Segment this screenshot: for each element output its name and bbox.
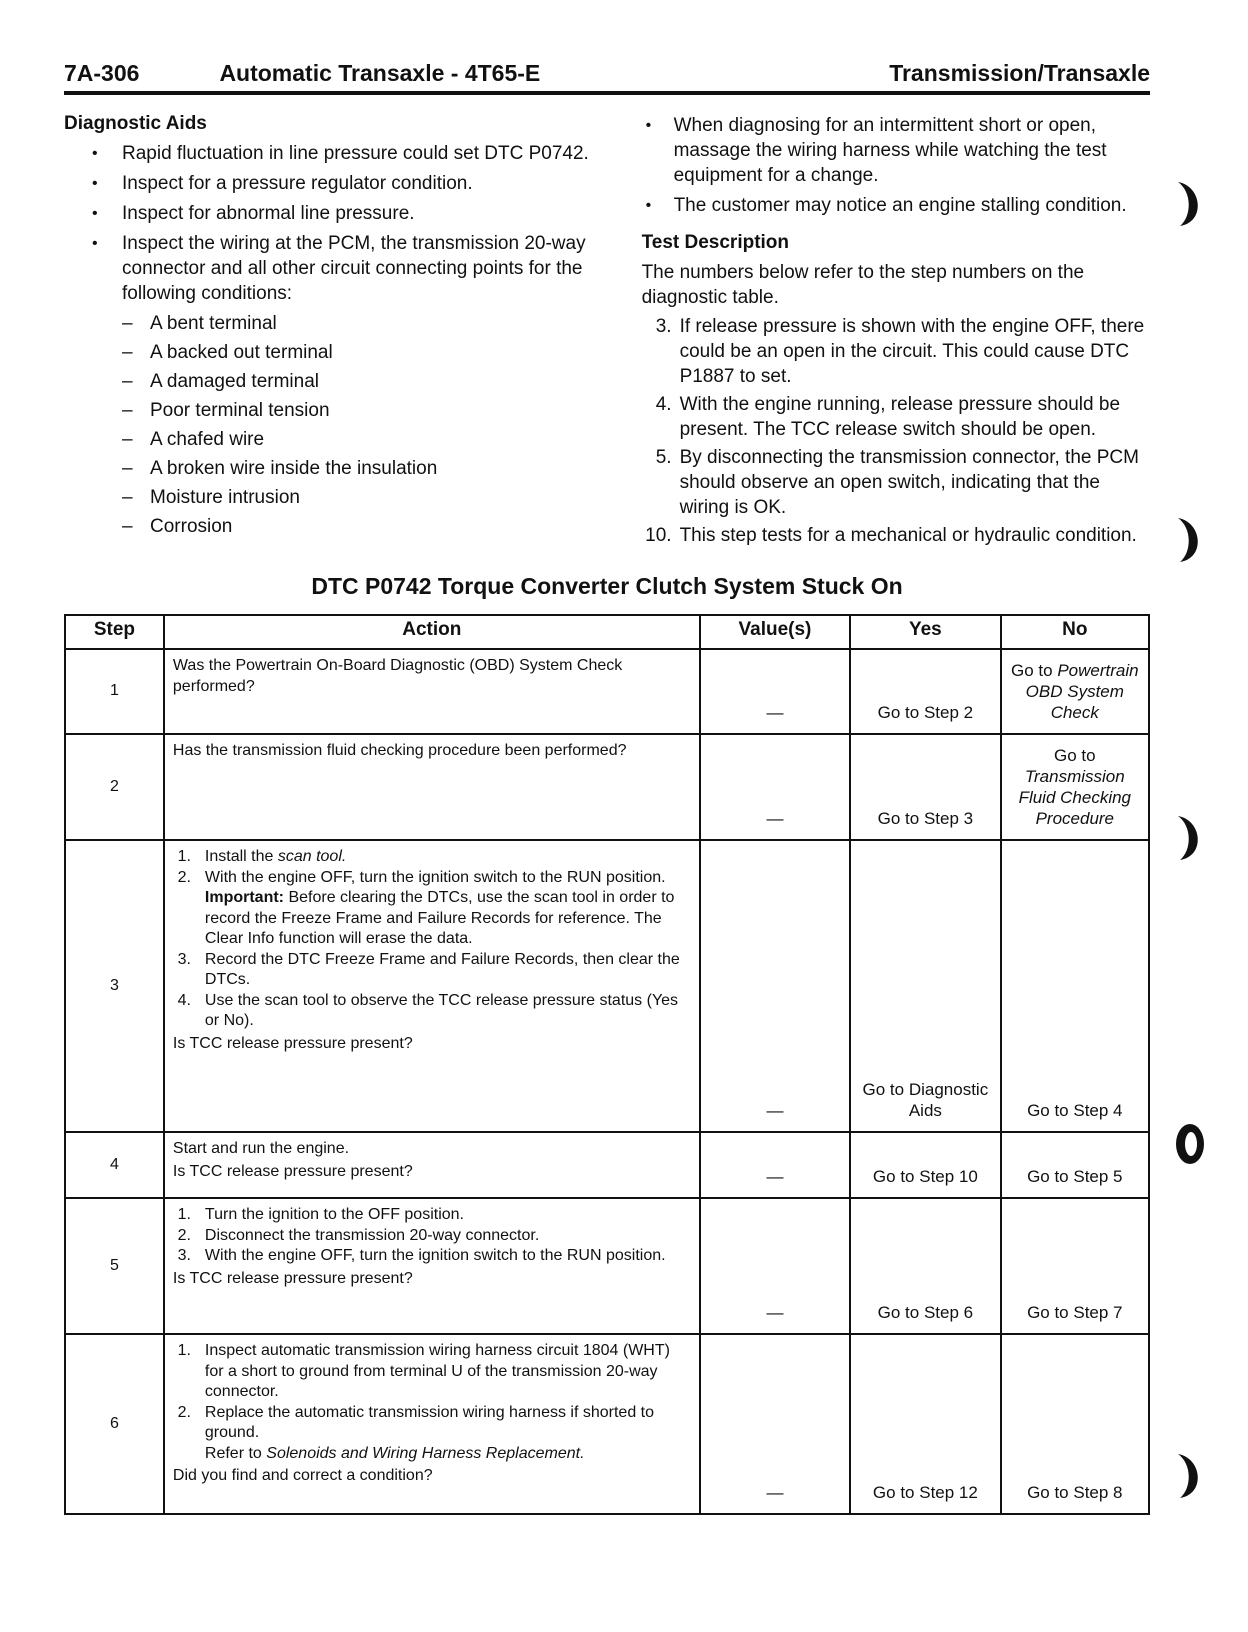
list-item: 1. Inspect automatic transmission wiring harness circuit 1804 (WHT) for a short to ground from terminal U of the transmission 20-way connector. bbox=[177, 1342, 670, 1400]
list-item: • The customer may notice an engine stalling condition. bbox=[642, 193, 1150, 218]
conditions-list bbox=[64, 311, 612, 539]
wiring-inspection-text: Inspect the wiring at the PCM, the transmission 20-way connector and all other circuit connecting points for the following conditions: bbox=[122, 233, 586, 304]
value-cell: — bbox=[700, 1132, 850, 1198]
value-cell: — bbox=[700, 1334, 850, 1514]
yes-cell: Go to Step 3 bbox=[850, 734, 1000, 840]
table-header-row bbox=[65, 615, 1149, 649]
list-item: – A chafed wire bbox=[64, 427, 612, 452]
action-cell bbox=[164, 1198, 700, 1334]
diagnostic-table bbox=[64, 614, 1150, 1515]
no-cell: Go to Step 4 bbox=[1001, 840, 1149, 1132]
page-header bbox=[64, 60, 1150, 95]
list-item: • Rapid fluctuation in line pressure could set DTC P0742. bbox=[64, 141, 612, 166]
yes-cell: Go to Step 12 bbox=[850, 1334, 1000, 1514]
chapter-title: Transmission/Transaxle bbox=[889, 60, 1150, 86]
list-item: 4. With the engine running, release pressure should be present. The TCC release switch should be open. bbox=[655, 394, 1121, 440]
important-note: Important: Before clearing the DTCs, use the scan tool in order to record the Freeze Frame and Failure Records for reference. The Clear Info function will erase the data. bbox=[204, 889, 675, 947]
page-number: 7A-306 bbox=[64, 60, 140, 86]
no-cell: Go to Powertrain OBD System Check bbox=[1001, 649, 1149, 734]
list-item: 3. Record the DTC Freeze Frame and Failure Records, then clear the DTCs. bbox=[177, 950, 680, 988]
binder-hole-icon bbox=[1172, 180, 1206, 228]
list-item: 5. By disconnecting the transmission connector, the PCM should observe an open switch, indicating that the wiring is OK. bbox=[655, 447, 1139, 518]
diagnostic-aids-list bbox=[64, 141, 612, 306]
list-item: 2. Disconnect the transmission 20-way connector. bbox=[177, 1226, 540, 1244]
step-question: Did you find and correct a condition? bbox=[172, 1467, 433, 1484]
intro-columns bbox=[64, 113, 1150, 551]
column-header-values: Value(s) bbox=[700, 615, 850, 649]
action-steps bbox=[173, 1205, 691, 1267]
list-item: • Inspect for a pressure regulator condition. bbox=[64, 171, 612, 196]
list-item: 2. Replace the automatic transmission wiring harness if shorted to ground. bbox=[177, 1403, 655, 1441]
action-cell: Has the transmission fluid checking procedure been performed? bbox=[164, 734, 700, 840]
table-title: DTC P0742 Torque Converter Clutch System Stuck On bbox=[311, 573, 903, 599]
list-item: – Corrosion bbox=[64, 514, 612, 539]
yes-cell: Go to Step 10 bbox=[850, 1132, 1000, 1198]
column-header-action: Action bbox=[164, 615, 700, 649]
test-description-intro: The numbers below refer to the step numbers on the diagnostic table. bbox=[641, 262, 1085, 308]
action-steps bbox=[173, 1341, 691, 1444]
list-item: – A broken wire inside the insulation bbox=[64, 456, 612, 481]
action-steps bbox=[173, 950, 691, 1032]
list-item: • Inspect for abnormal line pressure. bbox=[64, 201, 612, 226]
section-title: Automatic Transaxle - 4T65-E bbox=[219, 60, 541, 86]
value-cell: — bbox=[700, 840, 850, 1132]
binder-hole-icon bbox=[1172, 1120, 1206, 1168]
binder-hole-icon bbox=[1172, 1452, 1206, 1500]
value-cell: — bbox=[700, 649, 850, 734]
binder-hole-icon bbox=[1172, 516, 1206, 564]
value-cell: — bbox=[700, 734, 850, 840]
binder-marks bbox=[1168, 0, 1248, 1632]
step-number: 3 bbox=[65, 840, 164, 1132]
list-item: 10. This step tests for a mechanical or hydraulic condition. bbox=[645, 525, 1137, 546]
no-cell: Go to Step 5 bbox=[1001, 1132, 1149, 1198]
table-row bbox=[65, 1198, 1149, 1334]
no-cell: Go to Step 8 bbox=[1001, 1334, 1149, 1514]
table-row bbox=[65, 1334, 1149, 1514]
refer-note: Refer to Solenoids and Wiring Harness Replacement. bbox=[204, 1444, 585, 1462]
step-number: 6 bbox=[65, 1334, 164, 1514]
list-item: 1. Turn the ignition to the OFF position. bbox=[177, 1206, 464, 1223]
list-item: 4. Use the scan tool to observe the TCC release pressure status (Yes or No). bbox=[177, 991, 679, 1029]
step-question: Is TCC release pressure present? bbox=[172, 1162, 413, 1180]
action-cell bbox=[164, 1334, 700, 1514]
step-number: 1 bbox=[65, 649, 164, 734]
step-question: Is TCC release pressure present? bbox=[172, 1034, 413, 1052]
no-cell: Go to Step 7 bbox=[1001, 1198, 1149, 1334]
action-cell: Was the Powertrain On-Board Diagnostic (OBD) System Check performed? bbox=[164, 649, 700, 734]
list-item: 3. If release pressure is shown with the engine OFF, there could be an open in the circuit. This could cause DTC P1887 to set. bbox=[655, 316, 1145, 387]
table-row bbox=[65, 1132, 1149, 1198]
step-number: 2 bbox=[65, 734, 164, 840]
yes-cell: Go to Diagnostic Aids bbox=[850, 840, 1000, 1132]
intermittent-tips-list bbox=[642, 113, 1150, 218]
action-cell: Start and run the engine. Is TCC release pressure present? bbox=[164, 1132, 700, 1198]
step-number: 4 bbox=[65, 1132, 164, 1198]
action-steps bbox=[173, 847, 691, 888]
yes-cell: Go to Step 2 bbox=[850, 649, 1000, 734]
column-header-no: No bbox=[1001, 615, 1149, 649]
column-header-step: Step bbox=[65, 615, 164, 649]
value-cell: — bbox=[700, 1198, 850, 1334]
column-header-yes: Yes bbox=[850, 615, 1000, 649]
list-item: • When diagnosing for an intermittent short or open, massage the wiring harness while watching the test equipment for a change. bbox=[642, 113, 1150, 188]
right-column bbox=[642, 113, 1150, 551]
table-row bbox=[65, 649, 1149, 734]
list-item bbox=[64, 231, 612, 306]
list-item: 1. Install the scan tool. bbox=[177, 848, 347, 865]
test-description-list bbox=[642, 314, 1150, 548]
diagnostic-aids-section bbox=[64, 113, 612, 551]
list-item: – A backed out terminal bbox=[64, 340, 612, 365]
yes-cell: Go to Step 6 bbox=[850, 1198, 1000, 1334]
list-item: – Poor terminal tension bbox=[64, 398, 612, 423]
table-row bbox=[65, 734, 1149, 840]
list-item: – Moisture intrusion bbox=[64, 485, 612, 510]
test-description-heading: Test Description bbox=[641, 232, 790, 253]
list-item: 3. With the engine OFF, turn the ignition switch to the RUN position. bbox=[177, 1247, 666, 1264]
list-item: – A bent terminal bbox=[64, 311, 612, 336]
list-item: 2. With the engine OFF, turn the ignition switch to the RUN position. bbox=[177, 868, 666, 886]
step-question: Is TCC release pressure present? bbox=[172, 1269, 413, 1287]
diagnostic-aids-heading: Diagnostic Aids bbox=[64, 113, 207, 134]
no-cell: Go to Transmission Fluid Checking Procedure bbox=[1001, 734, 1149, 840]
step-number: 5 bbox=[65, 1198, 164, 1334]
list-item: – A damaged terminal bbox=[64, 369, 612, 394]
table-row bbox=[65, 840, 1149, 1132]
binder-hole-icon bbox=[1172, 814, 1206, 862]
manual-page bbox=[64, 60, 1150, 1515]
action-cell bbox=[164, 840, 700, 1132]
test-description-section bbox=[642, 232, 1150, 548]
